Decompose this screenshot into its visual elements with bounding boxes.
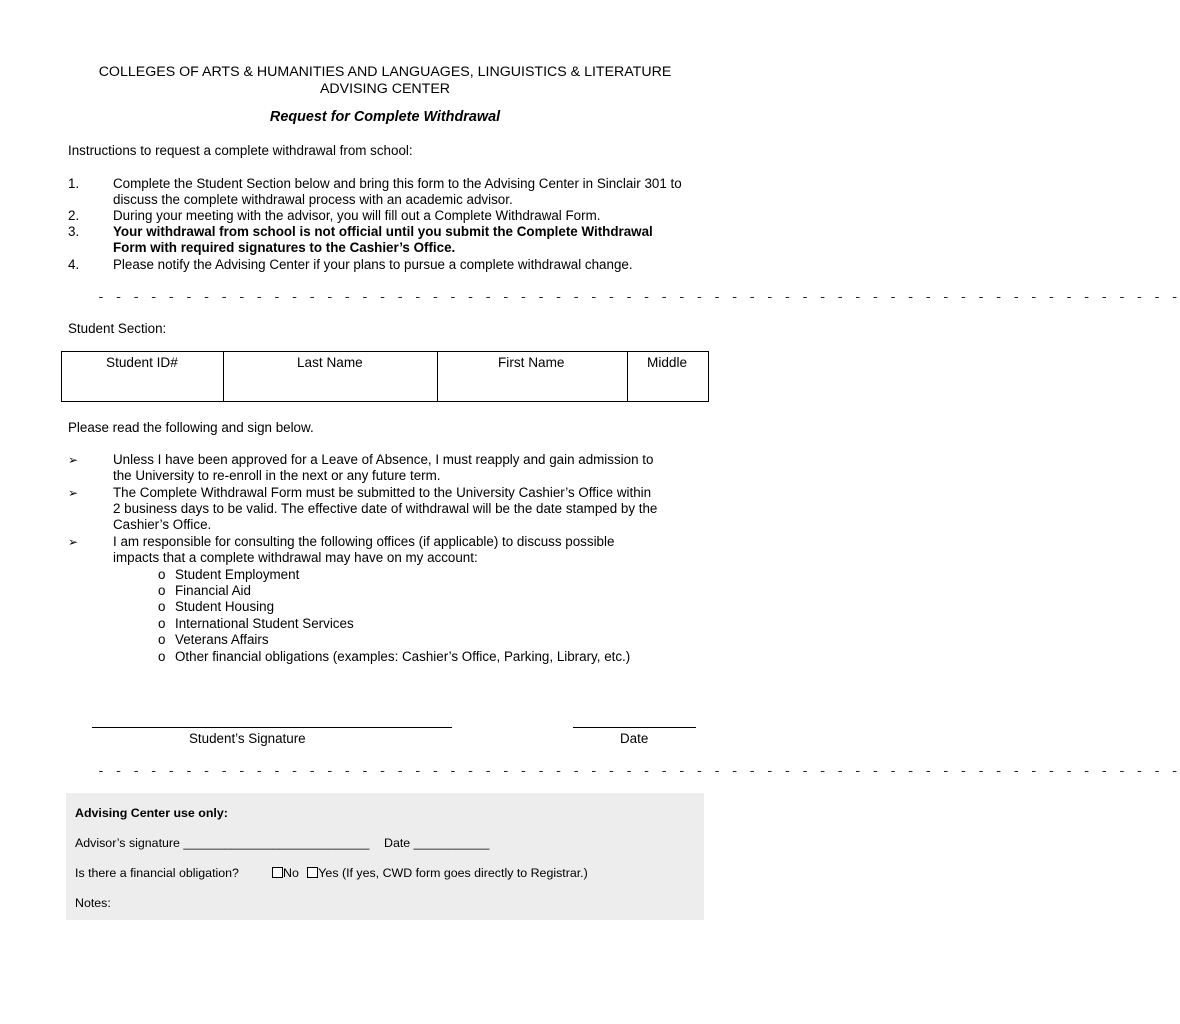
dashed-divider: - - - - - - - - - - - - - - - - - - - - - - - - - - - - - - - - - - - - - - - - - - - - - - - - - - - - - - - - - - - - - -: [97, 290, 1180, 305]
date-line[interactable]: [573, 727, 696, 728]
circle-bullet-icon: o: [158, 632, 166, 647]
arrow-bullet-icon: ➢: [68, 486, 79, 500]
student-signature-label: Student’s Signature: [189, 731, 306, 746]
sub-list-item: Other financial obligations (examples: Cashier’s Office, Parking, Library, etc.): [175, 649, 631, 664]
first-name-header: First Name: [498, 355, 565, 370]
form-title: Request for Complete Withdrawal: [269, 109, 501, 125]
middle-header: Middle: [647, 355, 688, 370]
yes-checkbox[interactable]: [307, 867, 318, 878]
dashed-divider: - - - - - - - - - - - - - - - - - - - - - - - - - - - - - - - - - - - - - - - - - - - - - - - - - - - - - - - - - - - - - -: [97, 764, 1180, 779]
header-line-2: ADVISING CENTER: [319, 81, 451, 97]
list-item: Form with required signatures to the Cashier’s Office.: [113, 240, 456, 255]
sub-list-item: Financial Aid: [175, 583, 251, 598]
advisor-signature-field[interactable]: Advisor’s signature ___________________________: [75, 836, 370, 850]
student-id-header: Student ID#: [106, 355, 178, 370]
item-number: 1.: [68, 176, 80, 191]
list-item: Complete the Student Section below and bring this form to the Advising Center in Sinclair 301 to: [113, 176, 682, 191]
student-section-label: Student Section:: [68, 321, 167, 336]
student-info-table: [61, 351, 709, 402]
header-line-1: COLLEGES OF ARTS & HUMANITIES AND LANGUAGES, LINGUISTICS & LITERATURE: [98, 64, 672, 80]
no-checkbox[interactable]: [272, 867, 283, 878]
advising-center-box: [66, 793, 704, 920]
arrow-bullet-icon: ➢: [68, 535, 79, 549]
notes-label: Notes:: [75, 896, 111, 910]
sub-list-item: Student Employment: [175, 567, 300, 582]
student-signature-line[interactable]: [92, 727, 452, 728]
list-item: the University to re-enroll in the next or any future term.: [113, 468, 441, 483]
financial-obligation-question: Is there a financial obligation?: [75, 866, 239, 880]
instructions-intro: Instructions to request a complete withdrawal from school:: [68, 143, 413, 158]
sub-list-item: Veterans Affairs: [175, 632, 269, 647]
circle-bullet-icon: o: [158, 616, 166, 631]
circle-bullet-icon: o: [158, 649, 166, 664]
arrow-bullet-icon: ➢: [68, 453, 79, 467]
item-number: 3.: [68, 224, 80, 239]
last-name-header: Last Name: [297, 355, 363, 370]
list-item: I am responsible for consulting the following offices (if applicable) to discuss possible: [113, 534, 615, 549]
date-label: Date: [620, 731, 649, 746]
sub-list-item: Student Housing: [175, 599, 275, 614]
list-item: Your withdrawal from school is not official until you submit the Complete Withdrawal: [113, 224, 653, 239]
no-label: No: [283, 866, 299, 880]
list-item: Please notify the Advising Center if your plans to pursue a complete withdrawal change.: [113, 257, 633, 272]
advising-title: Advising Center use only:: [75, 806, 228, 820]
agreement-intro: Please read the following and sign below.: [68, 420, 314, 435]
list-item: Unless I have been approved for a Leave of Absence, I must reapply and gain admission to: [113, 452, 654, 467]
item-number: 2.: [68, 208, 80, 223]
advisor-date-field[interactable]: Date ___________: [384, 836, 490, 850]
list-item: 2 business days to be valid. The effective date of withdrawal will be the date stamped by the: [113, 501, 658, 516]
list-item: The Complete Withdrawal Form must be submitted to the University Cashier’s Office within: [113, 485, 652, 500]
circle-bullet-icon: o: [158, 567, 166, 582]
list-item: impacts that a complete withdrawal may have on my account:: [113, 550, 478, 565]
yes-label: Yes (If yes, CWD form goes directly to Registrar.): [318, 866, 588, 880]
list-item: Cashier’s Office.: [113, 517, 212, 532]
list-item: discuss the complete withdrawal process with an academic advisor.: [113, 192, 513, 207]
circle-bullet-icon: o: [158, 599, 166, 614]
item-number: 4.: [68, 257, 80, 272]
sub-list-item: International Student Services: [175, 616, 354, 631]
circle-bullet-icon: o: [158, 583, 166, 598]
list-item: During your meeting with the advisor, you will fill out a Complete Withdrawal Form.: [113, 208, 601, 223]
